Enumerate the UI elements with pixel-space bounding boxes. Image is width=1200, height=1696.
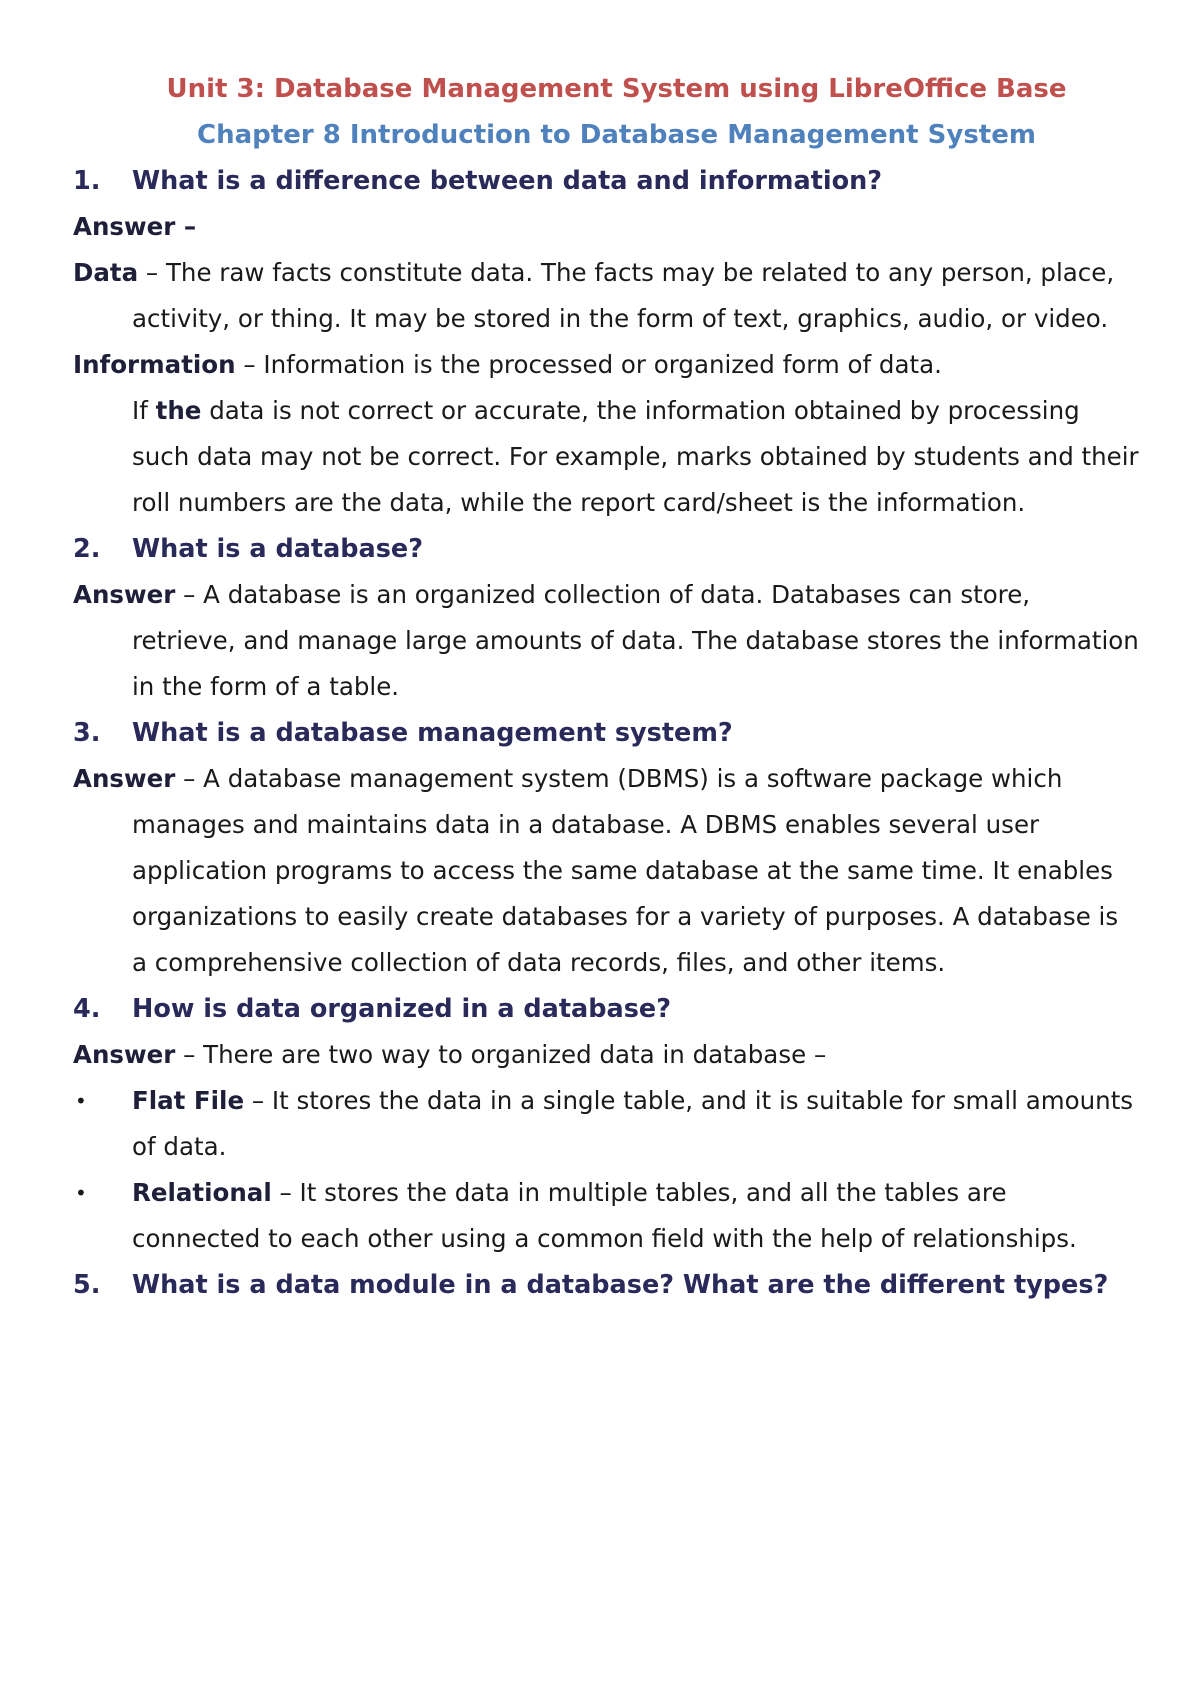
information-definition-text: – Information is the processed or organized form of data. <box>235 350 942 379</box>
answer-2 <box>73 572 1140 710</box>
answer-1-data-definition <box>73 250 1140 342</box>
answer-1-label: Answer – <box>73 212 197 241</box>
answer-2-text: – A database is an organized collection of data. Databases can store, retrieve, and manage large amounts of data. The database stores the information in the form of a table. <box>132 580 1139 701</box>
relational-text: – It stores the data in multiple tables, and all the tables are connected to each other using a common field with the help of relationships. <box>132 1178 1077 1253</box>
question-1-number: 1. <box>73 166 101 196</box>
answer-3-text: – A database management system (DBMS) is a software package which manages and maintains data in a database. A DBMS enables several user application programs to access the same database at the same time. It enables organizations to easily create databases for a variety of purposes. A database is a comprehensive collection of data records, files, and other items. <box>132 764 1119 977</box>
answer-3 <box>73 756 1140 986</box>
answer-4-text: – There are two way to organized data in database – <box>175 1040 827 1069</box>
chapter-title: Chapter 8 Introduction to Database Management System <box>197 120 1036 150</box>
bullet-flat-file-body <box>132 1078 1140 1170</box>
unit-title: Unit 3: Database Management System using LibreOffice Base <box>166 74 1067 104</box>
question-5 <box>73 1262 1140 1308</box>
question-5-number: 5. <box>73 1270 101 1300</box>
data-definition-text: – The raw facts constitute data. The facts may be related to any person, place, activity, or thing. It may be stored in the form of text, graphics, audio, or video. <box>132 258 1115 333</box>
question-4-text: How is data organized in a database? <box>132 994 671 1024</box>
data-term: Data <box>73 258 139 287</box>
question-2-text: What is a database? <box>132 534 424 564</box>
question-3-number: 3. <box>73 718 101 748</box>
question-4-number: 4. <box>73 994 101 1024</box>
answer-1-label-line <box>73 204 1140 250</box>
question-3 <box>73 710 1140 756</box>
question-2-number: 2. <box>73 534 101 564</box>
question-1 <box>73 158 1140 204</box>
answer-1-example <box>73 388 1140 526</box>
bullet-flat-file <box>73 1078 1140 1170</box>
flat-file-text: – It stores the data in a single table, and it is suitable for small amounts of data. <box>132 1086 1134 1161</box>
answer-4-label: Answer <box>73 1040 176 1069</box>
question-3-text: What is a database management system? <box>132 718 733 748</box>
bullet-icon: • <box>75 1089 87 1113</box>
question-1-text: What is a difference between data and information? <box>132 166 883 196</box>
bullet-icon: • <box>75 1181 87 1205</box>
flat-file-term: Flat File <box>132 1086 245 1115</box>
information-term: Information <box>73 350 236 379</box>
example-text-pre: If <box>132 396 156 425</box>
answer-1-information-definition <box>73 342 1140 388</box>
answer-4 <box>73 1032 1140 1078</box>
example-text-bold: the <box>155 396 202 425</box>
question-2 <box>73 526 1140 572</box>
answer-2-label: Answer <box>73 580 176 609</box>
question-4 <box>73 986 1140 1032</box>
answer-3-label: Answer <box>73 764 176 793</box>
question-5-text: What is a data module in a database? What are the different types? <box>132 1270 1109 1300</box>
bullet-relational <box>73 1170 1140 1262</box>
relational-term: Relational <box>132 1178 272 1207</box>
bullet-relational-body <box>132 1170 1140 1262</box>
example-text-post: data is not correct or accurate, the information obtained by processing such data may not be correct. For example, marks obtained by students and their roll numbers are the data, while the report card/sheet is the information. <box>132 396 1139 517</box>
